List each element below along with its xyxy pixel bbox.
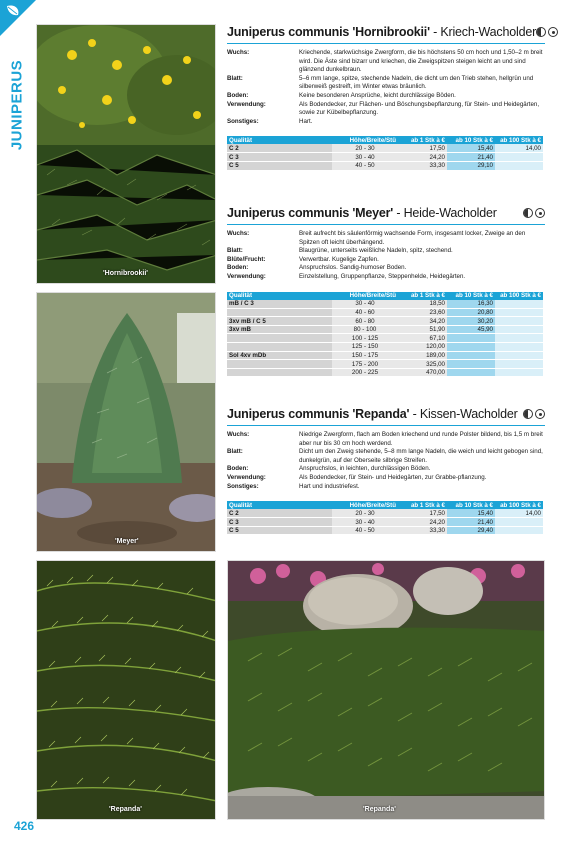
photo-hornibrookii	[36, 24, 216, 284]
table-row: 125 - 150 120,00	[227, 343, 543, 352]
properties: Wuchs: Breit aufrecht bis säulenförmig wachsende Form, insgesamt locker, Zweige an den Spitzen oft leicht überhängend. Blatt: Blaugrüne, unterseits weißliche Nadeln, spitz, stechend. Blüte/Frucht: Verwertbar. Kugelige Zapfen. Boden: Anspruchslos. Sandig-humoser Boden. Verwendung: Einzelstellung, Gruppenpflanze, Steppenhelde, Heidegärten.	[227, 230, 526, 280]
table-row: mB / C 3 30 - 40 18,50 16,30	[227, 300, 543, 309]
divider	[227, 43, 545, 44]
photo-caption: 'Hornibrookii'	[103, 270, 148, 277]
divider	[227, 224, 545, 225]
table-row: 3xv mB / C 5 60 - 80 34,20 30,20	[227, 317, 543, 326]
half-sun-icon	[523, 208, 533, 218]
side-title: JUNIPERUS	[8, 59, 26, 151]
photo-meyer	[36, 292, 216, 552]
table-row: C 3 30 - 40 24,20 21,40	[227, 518, 543, 527]
sun-icon	[548, 27, 558, 37]
table-row: 175 - 200 325,00	[227, 360, 543, 369]
table-row: C 5 40 - 50 33,30 29,10	[227, 162, 543, 171]
photo-repanda-rocks	[227, 560, 545, 820]
table-row: 100 - 125 67,10	[227, 334, 543, 343]
product-title: Juniperus communis 'Repanda' - Kissen-Wacholder	[227, 407, 518, 421]
price-table: Qualität Höhe/Breite/Stü ab 1 Stk à € ab 10 Stk à € ab 100 Stk à € C 2 20 - 30 17,50 15,40 14,00 C 3 30 - 40 24,20 21,40 C 5 40 - 50 33,30 29,10	[229, 136, 541, 170]
price-table: Qualität Höhe/Breite/Stü ab 1 Stk à € ab 10 Stk à € ab 100 Stk à € mB / C 3 30 - 40 18,50 16,30 40 - 60 23,60 20,80 3xv mB / C 5 60 - 80 34,20 30,20 3xv mB 80 - 100 51,90 45,90 100 - 125 67,10 125 - 150 120,00 Sol 4xv mDb 150 - 175 189,00 175 - 200 325,00 200 - 225 470,00	[229, 292, 541, 377]
table-row: C 2 20 - 30 17,50 15,40 14,00	[229, 509, 541, 517]
photo-caption: 'Repanda'	[363, 806, 396, 813]
corner-leaf-badge	[0, 0, 36, 36]
table-row: 40 - 60 23,60 20,80	[227, 308, 543, 317]
product-meyer	[227, 205, 545, 377]
product-title: Juniperus communis 'Hornibrookii' - Kriech-Wacholder	[227, 25, 537, 39]
photo-repanda-closeup	[36, 560, 216, 820]
divider	[227, 425, 545, 426]
photo-caption: 'Repanda'	[109, 806, 142, 813]
table-row: 3xv mB 80 - 100 51,90 45,90	[227, 325, 543, 334]
half-sun-icon	[536, 27, 546, 37]
table-row: Sol 4xv mDb 150 - 175 189,00	[227, 351, 543, 360]
product-title: Juniperus communis 'Meyer' - Heide-Wacholder	[227, 206, 497, 220]
sun-icon	[535, 409, 545, 419]
light-symbols	[523, 208, 545, 218]
light-symbols	[536, 27, 558, 37]
sun-icon	[535, 208, 545, 218]
table-row: 200 - 225 470,00	[227, 368, 543, 377]
table-row: C 5 40 - 50 33,30 29,40	[227, 526, 543, 535]
table-row: C 2 20 - 30 17,50 15,40 14,00	[229, 144, 541, 152]
photo-caption: 'Meyer'	[115, 538, 139, 545]
half-sun-icon	[523, 409, 533, 419]
product-repanda	[227, 406, 545, 535]
product-hornibrookii	[227, 24, 545, 171]
properties: Wuchs: Niedrige Zwergform, flach am Boden kriechend und runde Polster bildend, bis 1,5 m breit aber nur bis 30 cm hoch werdend. Blatt: Dicht um den Zweig stehende, 5–8 mm lange Nadeln, die weich und leicht gebogen sind, dunkelgrün, auf der Oberseite silbrige Streifen. Boden: Anspruchslos, in leichten, durchlässigen Böden. Verwendung: Als Bodendecker, für Stein- und Heidegärten, zur Grabbe-pflanzung. Sonstiges: Hart und industriefest.	[227, 431, 543, 490]
price-table: Qualität Höhe/Breite/Stü ab 1 Stk à € ab 10 Stk à € ab 100 Stk à € C 2 20 - 30 17,50 15,40 14,00 C 3 30 - 40 24,20 21,40 C 5 40 - 50 33,30 29,40	[229, 501, 541, 535]
light-symbols	[523, 409, 545, 419]
table-row: C 3 30 - 40 24,20 21,40	[227, 153, 543, 162]
page-number: 426	[14, 819, 35, 833]
properties: Wuchs: Kriechende, starkwüchsige Zwergform, die bis höchstens 50 cm hoch und 1,50–2 m breit wird. Die Äste sind bizarr und kriechen, die Zweigspitzen steigen leicht an und sind glänzend dunkelbraun. Blatt: 5–6 mm lange, spitze, stechende Nadeln, die dicht um den Trieb stehen, hellgrün und silberweiß gestreift, im Winter etwas bräunlich. Boden: Keine besonderen Ansprüche, leicht durchlässige Böden. Verwendung: Als Bodendecker, zur Flächen- und Böschungsbepflanzung, für Stein- und Heidegärten, sowie zur Kübelbepflanzung. Sonstiges: Hart.	[227, 49, 543, 125]
